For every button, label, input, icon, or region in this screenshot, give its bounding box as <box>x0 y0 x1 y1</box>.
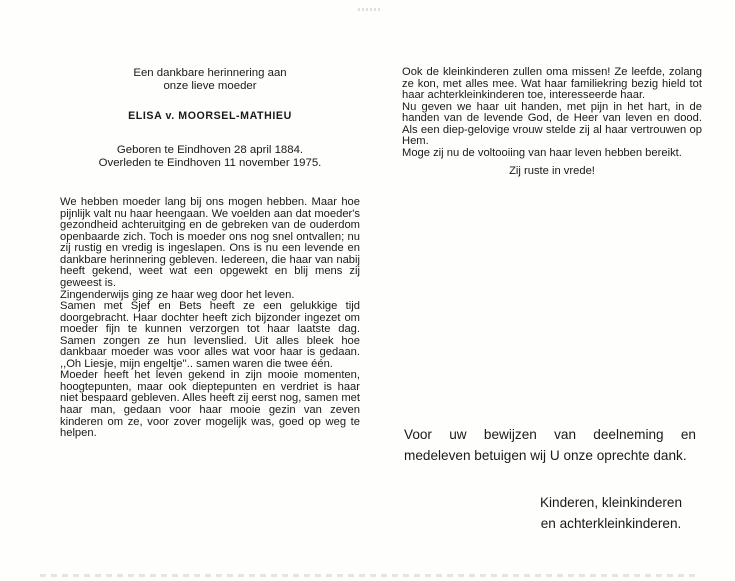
death-date: Overleden te Eindhoven 11 november 1975. <box>98 157 322 170</box>
scan-artifact-line <box>40 574 700 577</box>
right-body-text <box>402 67 702 159</box>
left-paragraph: We hebben moeder lang bij ons mogen hebben. Maar hoe pijnlijk valt nu haar heengaan. We voelden aan dat moeder's gezondheid achteruitging en de gebreken van de ouderdom openbaarde zich. Toch is moeder ons nog snel ontvallen; nu zij rustig en vredig is ingeslapen. Ons is nu een levende en dankbare herinnering gebleven. Iedereen, die haar van nabij heeft gekend, weet wat een opgewekt en blij mens zij geweest is. <box>60 196 360 290</box>
left-column <box>60 67 360 440</box>
heading-line-2: onze lieve moeder <box>163 79 257 92</box>
heading <box>60 67 360 92</box>
rest-in-peace: Zij ruste in vrede! <box>509 165 595 178</box>
life-dates <box>60 144 360 170</box>
thank-you-text: Voor uw bewijzen van deelneming en medeleven betuigen wij U onze oprechte dank. <box>404 427 696 463</box>
scan-mark <box>358 8 382 11</box>
signoff-line-1: Kinderen, kleinkinderen <box>539 495 683 510</box>
signoff <box>521 493 701 534</box>
signoff-line-2: en achterkleinkinderen. <box>540 515 682 531</box>
left-paragraph: Samen met Sjef en Bets heeft ze een gelukkige tijd doorgebracht. Haar dochter heeft zich bijzonder ingezet om moeder fijn te kunnen verzorgen tot haar laatste dag. Samen zongen ze hun levenslied. Uit alles bleek hoe dankbaar moeder was voor alles wat voor haar is gedaan. ,,Oh Liesje, mijn engeltje''.. samen waren die twee één. <box>60 300 360 370</box>
left-paragraph: Moeder heeft het leven gekend in zijn mooie momenten, hoogtepunten, maar ook dieptepunten en verdriet is haar niet bespaard gebleven. Alles heeft zij eerst nog, samen met haar man, gedaan voor haar mooie gezin van zeven kinderen om ze, voor zover mogelijk was, goed op weg te helpen. <box>60 369 360 440</box>
deceased-name: ELISA v. MOORSEL-MATHIEU <box>128 110 292 123</box>
right-paragraph: Nu geven we haar uit handen, met pijn in het hart, in de handen van de levende God, de Heer van leven en dood. Als een diep-gelovige vrouw stelde zij al haar vertrouwen op Hem. <box>402 100 702 148</box>
right-paragraph: Ook de kleinkinderen zullen oma missen! Ze leefde, zolang ze kon, met alles mee. Wat haar familiekring bezig hield tot haar achterkleinkinderen toe, interesseerde haar. <box>402 66 702 102</box>
left-paragraph: Zingenderwijs ging ze haar weg door het leven. <box>60 288 295 301</box>
heading-line-1: Een dankbare herinnering aan <box>133 67 287 79</box>
right-column <box>402 67 702 177</box>
right-paragraph: Moge zij nu de voltooiing van haar leven hebben bereikt. <box>402 146 682 159</box>
birth-date: Geboren te Eindhoven 28 april 1884. <box>116 144 304 157</box>
left-body-text <box>60 197 360 439</box>
